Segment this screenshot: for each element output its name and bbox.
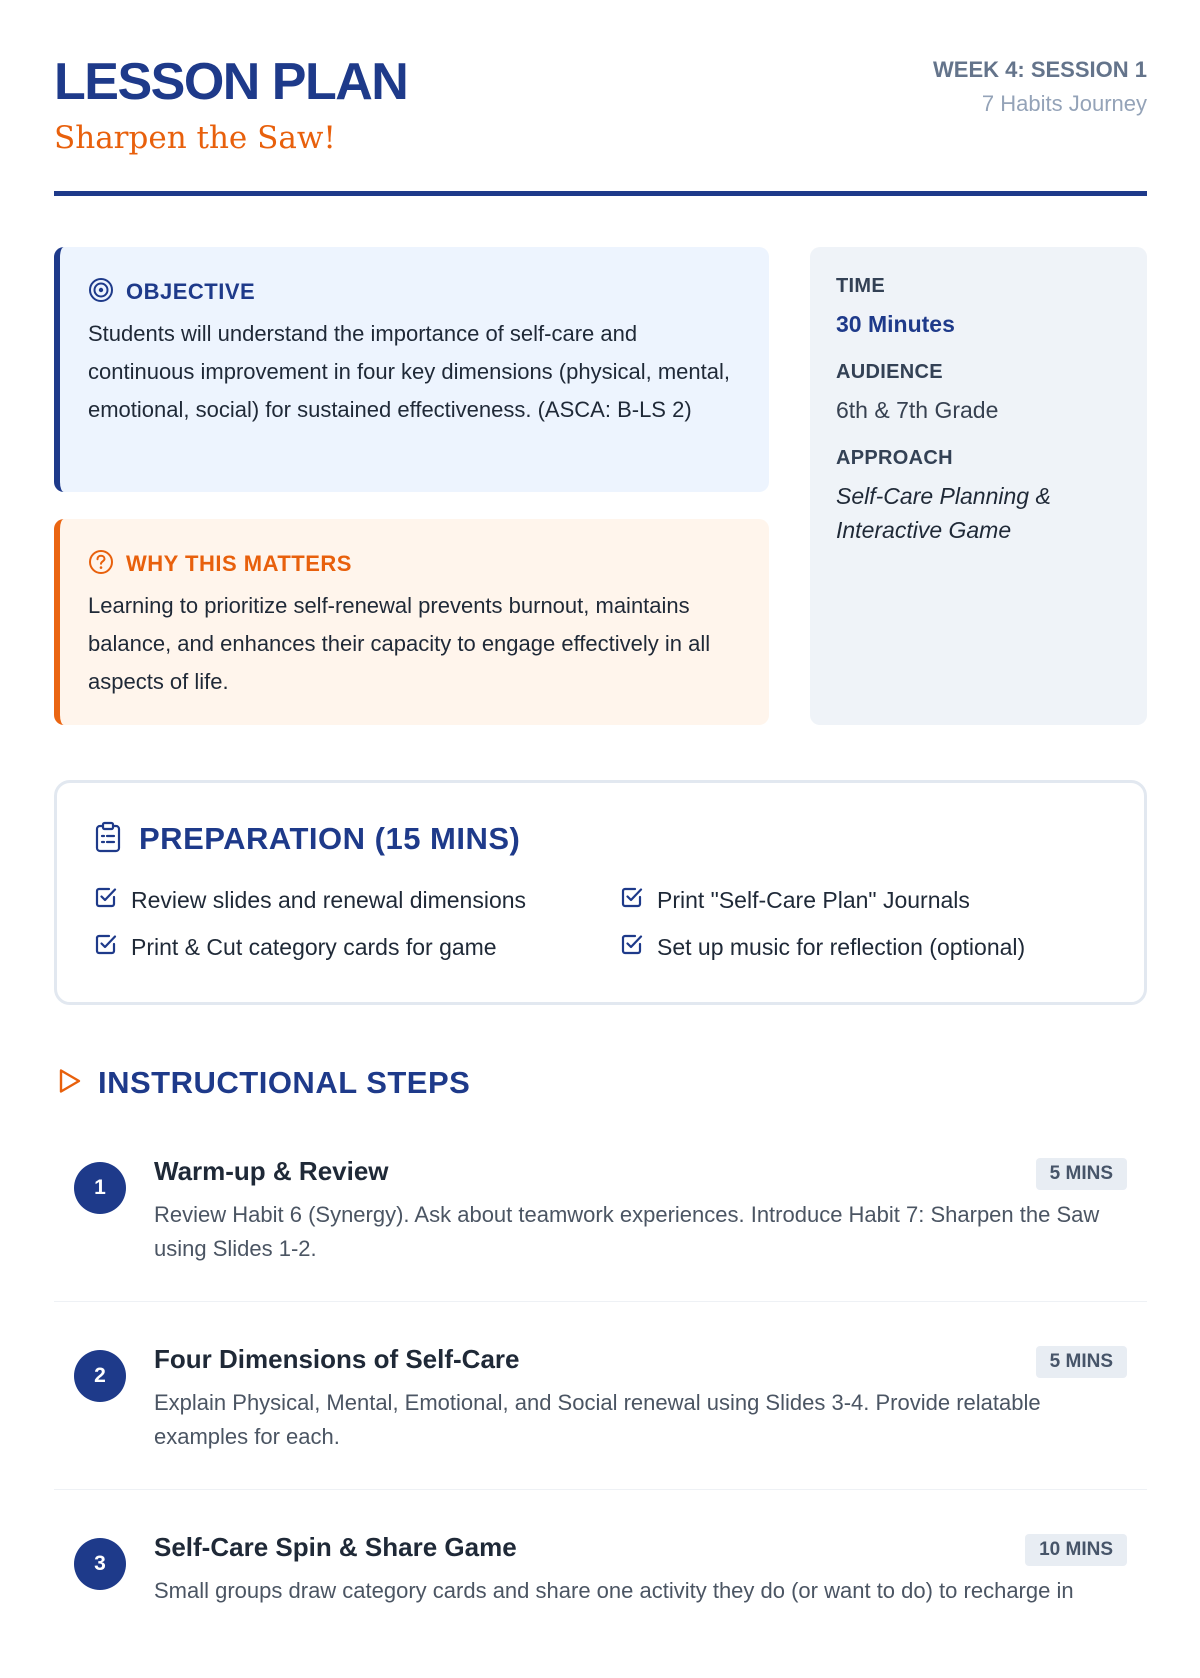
why-text: Learning to prioritize self-renewal prevents burnout, maintains balance, and enhances their capacity to engage effectively in all aspects of life. [88, 593, 711, 694]
lesson-plan-page [54, 0, 1147, 1603]
checklist-item [93, 932, 497, 962]
page-title: LESSON PLAN [54, 53, 408, 111]
step-title: Four Dimensions of Self-Care [154, 1344, 520, 1374]
preparation-title: PREPARATION (15 MINS) [139, 821, 521, 856]
step-number: 3 [74, 1538, 126, 1590]
objective-label: OBJECTIVE [126, 279, 256, 304]
journey-label: 7 Habits Journey [981, 91, 1147, 116]
step-item [54, 1328, 1147, 1490]
instructional-steps-title: INSTRUCTIONAL STEPS [98, 1065, 471, 1100]
step-item [54, 1140, 1147, 1302]
approach-label: APPROACH [836, 447, 953, 469]
page-subtitle: Sharpen the Saw! [54, 120, 336, 156]
audience-value: 6th & 7th Grade [836, 397, 999, 423]
step-description: Review Habit 6 (Synergy). Ask about teamwork experiences. Introduce Habit 7: Sharpen the Saw using Slides 1-2. [154, 1202, 1100, 1261]
step-item [54, 1516, 1147, 1678]
objective-card [54, 247, 769, 492]
step-duration-badge: 5 MINS [1036, 1158, 1127, 1190]
play-icon [54, 1066, 84, 1101]
checkbox-checked-icon [93, 884, 119, 916]
time-value: 30 Minutes [836, 311, 955, 337]
step-duration-badge: 5 MINS [1036, 1346, 1127, 1378]
checklist-item-label: Print "Self-Care Plan" Journals [657, 886, 970, 913]
session-label: WEEK 4: SESSION 1 [933, 57, 1147, 82]
target-icon [88, 277, 114, 308]
checklist-item [619, 885, 970, 915]
why-this-matters-card [54, 519, 769, 725]
why-label: WHY THIS MATTERS [126, 551, 352, 576]
step-duration-badge: 10 MINS [1025, 1534, 1127, 1566]
instructional-steps-header [54, 1063, 470, 1103]
clipboard-icon [93, 821, 123, 858]
checkbox-checked-icon [93, 931, 119, 963]
step-title: Self-Care Spin & Share Game [154, 1532, 517, 1562]
checklist-item [93, 885, 526, 915]
step-number: 1 [74, 1162, 126, 1214]
objective-text: Students will understand the importance of self-care and continuous improvement in four key dimensions (physical, mental, emotional, social) for sustained effectiveness. (ASCA: B-LS 2) [88, 321, 730, 422]
checklist-item [619, 932, 1025, 962]
checkbox-checked-icon [619, 884, 645, 916]
step-title: Warm-up & Review [154, 1156, 389, 1186]
question-circle-icon [88, 549, 114, 580]
lesson-meta-card [810, 247, 1147, 725]
preparation-section [54, 780, 1147, 1005]
audience-label: AUDIENCE [836, 361, 943, 383]
step-number: 2 [74, 1350, 126, 1402]
approach-value: Self-Care Planning & Interactive Game [836, 483, 1051, 543]
step-description: Explain Physical, Mental, Emotional, and Social renewal using Slides 3-4. Provide relatable examples for each. [154, 1390, 1041, 1449]
checklist-item-label: Review slides and renewal dimensions [131, 886, 527, 913]
step-description: Small groups draw category cards and share one activity they do (or want to do) to recharge in [154, 1578, 1074, 1603]
checkbox-checked-icon [619, 931, 645, 963]
page-header [54, 0, 1147, 196]
checklist-item-label: Set up music for reflection (optional) [657, 933, 1026, 960]
time-label: TIME [836, 275, 885, 297]
checklist-item-label: Print & Cut category cards for game [131, 933, 497, 960]
